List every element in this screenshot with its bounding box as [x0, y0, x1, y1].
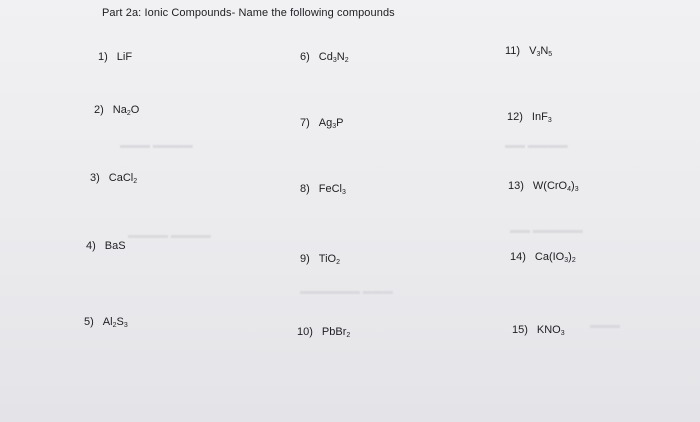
compound-item-10	[297, 326, 350, 338]
compound-formula: $Al_2S_3$	[102, 316, 128, 329]
compound-formula: LiF	[116, 51, 133, 63]
compound-item-11	[505, 45, 552, 57]
compound-item-9	[300, 253, 340, 265]
item-number: 9)	[300, 253, 310, 265]
item-number: 7)	[300, 117, 310, 129]
item-number: 12)	[507, 111, 523, 123]
bleed-through-mark: ▬▬▬▬▬▬ ▬▬▬	[300, 286, 393, 297]
item-number: 6)	[300, 51, 310, 63]
compound-item-7	[300, 117, 344, 129]
item-number: 15)	[512, 324, 528, 336]
compound-item-5	[84, 316, 128, 328]
compound-item-12	[507, 111, 552, 123]
compound-formula: FeCl$_3$	[318, 183, 346, 196]
worksheet-header: Part 2a: Ionic Compounds- Name the following compounds	[102, 7, 395, 19]
compound-item-14	[510, 251, 576, 263]
item-number: 4)	[86, 240, 96, 252]
item-number: 3)	[90, 172, 100, 184]
item-number: 11)	[505, 45, 521, 57]
compound-item-8	[300, 183, 346, 195]
item-number: 2)	[94, 104, 104, 116]
bleed-through-mark: ▬▬▬ ▬▬▬▬	[120, 140, 193, 151]
compound-formula: $Cd_3N_2$	[318, 51, 349, 64]
bleed-through-mark: ▬▬ ▬▬▬▬▬	[510, 225, 583, 236]
compound-formula: $Ca(IO_3)_2$	[534, 251, 576, 264]
compound-item-4	[86, 240, 126, 252]
compound-formula: PbBr$_2$	[321, 326, 351, 339]
item-number: 10)	[297, 326, 313, 338]
compound-formula: $Na_2O$	[112, 104, 140, 117]
item-number: 1)	[98, 51, 108, 63]
compound-formula: $V_3N_5$	[529, 45, 553, 58]
compound-formula: $KNO_3$	[536, 324, 565, 337]
bleed-through-mark: ▬▬▬▬ ▬▬▬▬	[128, 230, 211, 241]
compound-item-3	[90, 172, 137, 184]
item-number: 8)	[300, 183, 310, 195]
compound-formula: $W(CrO_4)_3$	[532, 180, 579, 193]
bleed-through-mark: ▬▬ ▬▬▬▬	[505, 140, 568, 151]
compound-item-13	[508, 180, 579, 192]
compound-formula: CaCl$_2$	[108, 172, 138, 185]
compound-item-1	[98, 51, 132, 63]
item-number: 14)	[510, 251, 526, 263]
bleed-through-mark: ▬▬▬	[590, 320, 620, 331]
compound-formula: TiO$_2$	[318, 253, 340, 266]
compound-formula: $Ag_3P$	[318, 117, 344, 130]
compound-item-6	[300, 51, 349, 63]
compound-formula: InF$_3$	[531, 111, 552, 124]
compound-formula: BaS	[104, 240, 126, 252]
compound-item-15	[512, 324, 565, 336]
item-number: 13)	[508, 180, 524, 192]
item-number: 5)	[84, 316, 94, 328]
compound-item-2	[94, 104, 139, 116]
